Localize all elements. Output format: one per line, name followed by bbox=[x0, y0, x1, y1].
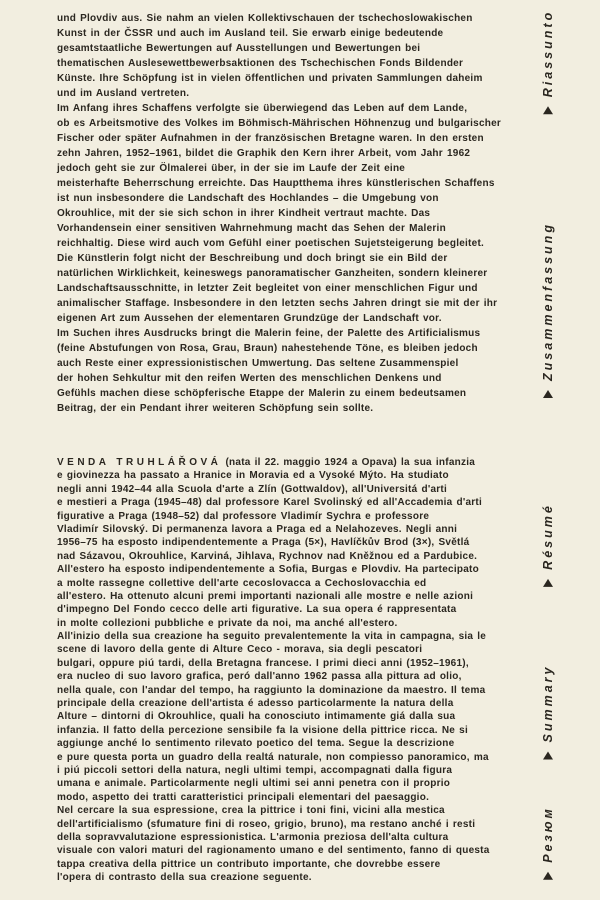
triangle-marker-icon bbox=[543, 872, 553, 880]
text-line: tappa creativa della pittrice un contributo importante, che dovrebbe essere bbox=[57, 858, 441, 870]
text-line: modo, aspetto dei tratti caratteristici principali elementari del paesaggio. bbox=[57, 791, 430, 803]
text-line: 1956–75 ha esposto indipendentemente a Praga (5×), Havlíčkův Brod (3×), Světlá bbox=[57, 537, 470, 549]
side-label-summary bbox=[541, 665, 555, 760]
triangle-marker-icon bbox=[543, 390, 553, 398]
text-line: d'impegno Del Fondo cecco delle arti figurative. La sua opera é rappresentata bbox=[57, 604, 457, 616]
side-label-rezyum bbox=[541, 806, 555, 879]
side-label-text: Резюм bbox=[541, 806, 555, 863]
text-line: infanzia. Il fatto della percezione sensibile fa la visione della pittrice ricca. Ne si bbox=[57, 724, 468, 736]
text-line: auch Reste einer expressionistischen Umwertung. Das seltene Zusammenspiel bbox=[57, 358, 459, 369]
text-line: i piú piccoli settori della natura, negli ultimi tempi, accompagnati dalla figura bbox=[57, 764, 453, 776]
text-line: e giovinezza ha passato a Hranice in Moravia ed a Vysoké Mýto. Ha studiato bbox=[57, 470, 449, 482]
side-label-text: Résumé bbox=[541, 503, 555, 570]
german-summary-text bbox=[57, 11, 502, 416]
artist-name: VENDA TRUHLÁŘOVÁ bbox=[57, 457, 222, 468]
text-line: (feine Abstufungen von Rosa, Grau, Braun) nahestehende Töne, es bleiben jedoch bbox=[57, 343, 478, 354]
text-line: zehn Jahren, 1952–1961, bildet die Graphik den Kern ihrer Arbeit, vom Jahr 1962 bbox=[57, 148, 471, 159]
side-label-text: Summary bbox=[541, 664, 555, 743]
text-line: figurative a Praga (1948–52) dal professore Vladimír Sychra e professore bbox=[57, 510, 430, 522]
text-line: e mestieri a Praga (1945–48) dal professore Karel Svolinský ed all'Accademia d'arti bbox=[57, 497, 483, 509]
text-line: All'inizio della sua creazione ha seguito prevalentemente la vita in campagna, sia le bbox=[57, 631, 487, 643]
text-line: jedoch geht sie zur Ölmalerei über, in der sie im Laufe der Zeit eine bbox=[57, 163, 406, 174]
text-line: Kunst in der ČSSR und auch im Ausland teil. Sie erwarb einige bedeutende bbox=[57, 28, 444, 39]
text-line: Landschaftsausschnitte, in letzter Zeit begleitet von einer menschlichen Figur und bbox=[57, 283, 478, 294]
text-line: scene di lavoro della gente di Alture Ceco - morava, sia degli pescatori bbox=[57, 644, 423, 656]
text-line bbox=[57, 456, 502, 469]
text-line: Vladimír Silovský. Di permanenza lavora a Praga ed a Nelahozeves. Negli anni bbox=[57, 523, 458, 535]
triangle-marker-icon bbox=[543, 751, 553, 759]
text-line: thematischen Auslesewettbewerbsaktionen des Tschechischen Fonds Bildender bbox=[57, 58, 464, 69]
side-label-riassunto bbox=[541, 10, 555, 114]
text-line: Im Anfang ihres Schaffens verfolgte sie überwiegend das Leben auf dem Lande, bbox=[57, 103, 468, 114]
text-line: era nucleo di suo lavoro grafica, peró dall'anno 1962 passa alla pittura ad olio, bbox=[57, 671, 462, 683]
text-line: a molte rassegne collettive dell'arte cecoslovacca a Cechoslovacchia ed bbox=[57, 577, 427, 589]
side-label-text: Zusammenfassung bbox=[541, 222, 555, 381]
triangle-marker-icon bbox=[543, 579, 553, 587]
side-label-text: Riassunto bbox=[541, 9, 555, 98]
text-line: reichhaltig. Diese wird auch vom Gefühl einer poetischen Sujetsteigerung begleitet. bbox=[57, 238, 485, 249]
text-line: l'opera di contrasto della sua creazione seguente. bbox=[57, 872, 312, 884]
text-line: All'estero ha esposto indipendentemente a Sofia, Burgas e Plovdiv. Ha partecipato bbox=[57, 564, 479, 576]
text-line: Nel cercare la sua espressione, crea la pittrice i toni fini, vicini alla mestica bbox=[57, 805, 445, 817]
text-line: principale della creazione dell'artista é adesso particolarmente la natura della bbox=[57, 698, 454, 710]
text-line: dell'artificialismo (sfumature fini di roseo, grigio, bruno), ma restano anché i resti bbox=[57, 818, 476, 830]
text-line: Im Suchen ihres Ausdrucks bringt die Malerin feine, der Palette des Artificialismus bbox=[57, 328, 481, 339]
text-line: Gefühls machen diese schöpferische Etappe der Malerin zu einem bedeutsamen bbox=[57, 388, 467, 399]
text-line: natürlichen Wirklichkeit, keineswegs panoramatischer Ganzheiten, sondern kleinerer bbox=[57, 268, 488, 279]
side-label-zusammenfassung bbox=[541, 222, 555, 398]
text-line: nad Sázavou, Okrouhlice, Karviná, Jihlava, Rychnov nad Kněžnou ed a Pardubice. bbox=[57, 550, 478, 562]
text-line: bulgari, oppure piú tardi, della Bretagna francese. I primi dieci anni (1952–1961), bbox=[57, 657, 469, 669]
text-line: Vorhandensein einer sensitiven Wahrnehmung macht das Sehen der Malerin bbox=[57, 223, 446, 234]
side-label-resume bbox=[541, 503, 555, 587]
text-line: gesamtstaatliche Bewertungen auf Ausstellungen und Bewertungen bei bbox=[57, 43, 421, 54]
text-line: all'estero. Ha ottenuto alcuni premi importanti nazionali alle mostre e nelle azioni bbox=[57, 590, 474, 602]
first-line-text: (nata il 22. maggio 1924 a Opava) la sua infanzia bbox=[221, 457, 476, 468]
text-line: Künste. Ihre Schöpfung ist in vielen öffentlichen und privaten Sammlungen daheim bbox=[57, 73, 483, 84]
triangle-marker-icon bbox=[543, 106, 553, 114]
text-line: e pure questa porta un guadro della realtá naturale, non compiesso panoramico, ma bbox=[57, 751, 489, 763]
text-line: ist nun insbesondere die Landschaft des Hochlandes – die Umgebung von bbox=[57, 193, 439, 204]
text-line: und Plovdiv aus. Sie nahm an vielen Kollektivschauen der tschechoslowakischen bbox=[57, 13, 473, 24]
text-line: Beitrag, der ein Pendant ihrer weiteren Schöpfung sein sollte. bbox=[57, 403, 374, 414]
text-line: ob es Arbeitsmotive des Volkes im Böhmisch-Mährischen Höhnenzug und bulgarischer bbox=[57, 118, 502, 129]
text-line: animalischer Staffage. Insbesondere in den letzten sechs Jahren dringt sie mit der ihr bbox=[57, 298, 498, 309]
italian-summary-text bbox=[57, 456, 502, 885]
text-line: nella quale, con l'andar del tempo, ha raggiunto la dominazione da maestro. Il tema bbox=[57, 684, 486, 696]
text-line: eigenen Art zum Aussehen der elementaren Grundzüge der Landschaft vor. bbox=[57, 313, 442, 324]
text-line: der hohen Sehkultur mit den reifen Werten des menschlichen Denkens und bbox=[57, 373, 442, 384]
text-line: umana e animale. Particolarmente negli ultimi sei anni penetra con il proprio bbox=[57, 778, 451, 790]
text-line: Fischer oder später Aufnahmen in der französischen Bretagne waren. In den ersten bbox=[57, 133, 484, 144]
text-line: Die Künstlerin folgt nicht der Beschreibung und doch bringt sie ein Bild der bbox=[57, 253, 448, 264]
text-line: und im Ausland vertreten. bbox=[57, 88, 190, 99]
text-line: Alture – dintorni di Okrouhlice, quali ha conosciuto intimamente giá dalla sua bbox=[57, 711, 456, 723]
text-line: visuale con valori maturi del ragionamento umano e del sentimento, fanno di questa bbox=[57, 845, 490, 857]
text-line: aggiunge anché lo sentimento rilevato poetico del tema. Segue la descrizione bbox=[57, 738, 455, 750]
text-line: Okrouhlice, mit der sie sich schon in ihrer Kindheit vertraut machte. Das bbox=[57, 208, 431, 219]
text-line: negli anni 1942–44 alla Scuola d'arte a Zlín (Gottwaldov), all'Universitá d'arti bbox=[57, 483, 448, 495]
text-line: in molte collezioni pubbliche e private da noi, ma anché all'estero. bbox=[57, 617, 398, 629]
text-line: meisterhafte Beherrschung erreichte. Das Hauptthema ihres künstlerischen Schaffens bbox=[57, 178, 495, 189]
text-line: della sopravvalutazione espressionistica. L'armonia preziosa dell'alta cultura bbox=[57, 831, 449, 843]
